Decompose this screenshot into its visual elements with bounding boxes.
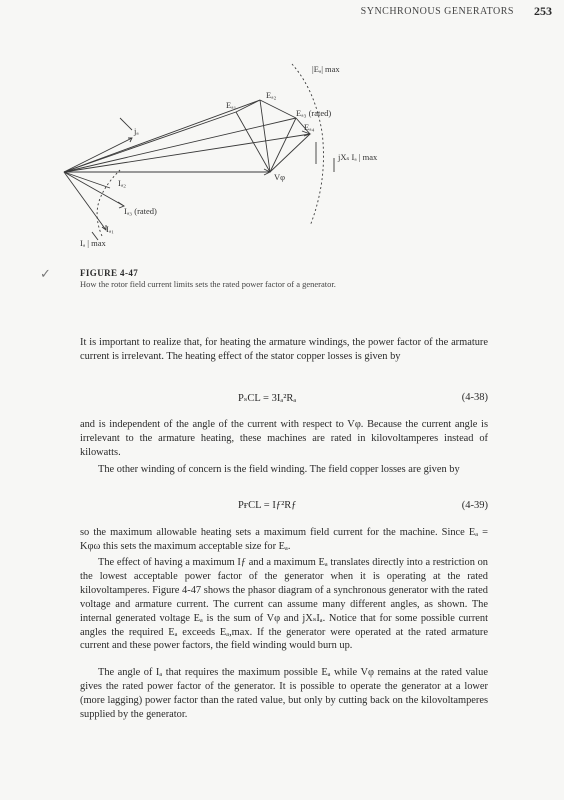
phasor-diagram bbox=[40, 30, 430, 270]
ea2-phasor bbox=[64, 100, 260, 172]
paragraph-6: The angle of Iₐ that requires the maximum possible Eₐ while Vφ remains at the rated value gives the rated power factor of the generator. It is possible to operate the generator at a lower (more lagging) power factor than the rated value, but only by cutting back on the kilovoltamperes supplied by the generator. bbox=[80, 667, 488, 720]
label-v-phi: Vφ bbox=[274, 172, 286, 182]
field-limit-arc bbox=[292, 64, 324, 226]
running-title: SYNCHRONOUS GENERATORS bbox=[360, 6, 514, 17]
label-ea4: Eₐ₄ bbox=[304, 122, 315, 132]
equation-4-38 bbox=[80, 392, 488, 406]
paragraph-1: It is important to realize that, for heating the armature windings, the power factor of the armature current is irrelevant. The heating effect of the stator copper losses is given by bbox=[80, 337, 488, 362]
margin-mark: ✓ bbox=[40, 266, 51, 281]
equation-formula: PғCL = Iƒ²Rƒ bbox=[238, 500, 297, 511]
label-ja: jₐ bbox=[134, 126, 139, 136]
label-jx-ia: jXₛ Iₐ | max bbox=[338, 152, 378, 162]
page-number: 253 bbox=[534, 4, 552, 18]
paragraph-4: so the maximum allowable heating sets a maximum field current for the machine. Since Eₐ = Kφω this sets the maximum acceptable size for Eₐ. bbox=[80, 527, 488, 552]
equation-4-39 bbox=[80, 500, 488, 514]
jx-ia3 bbox=[270, 118, 296, 172]
figure-caption: How the rotor field current limits sets the rated power factor of a generator. bbox=[80, 279, 336, 289]
label-ea3-rated: Eₐ₃ (rated) bbox=[296, 108, 332, 118]
paragraph-2: and is independent of the angle of the current with respect to Vφ. Because the current angle is irrelevant to the armature heating, these machines are rated in kilovoltamperes instead of kilowatts. bbox=[80, 419, 488, 458]
equation-formula: PₛCL = 3Iₐ²Rₐ bbox=[238, 393, 297, 404]
figure-caption-block bbox=[80, 268, 440, 289]
jx-ia2 bbox=[260, 100, 270, 172]
figure-number: FIGURE 4-47 bbox=[80, 268, 139, 278]
label-ia-max: Iₐ | max bbox=[80, 238, 106, 248]
label-ea1: Eₐ₁ bbox=[226, 100, 237, 110]
ea3-phasor bbox=[64, 118, 296, 172]
jx-ia1 bbox=[236, 112, 270, 172]
label-ea2: Eₐ₂ bbox=[266, 90, 277, 100]
equation-number: (4-38) bbox=[461, 392, 488, 403]
label-ia2: Iₐ₂ bbox=[118, 178, 127, 188]
paragraph-5: The effect of having a maximum Iƒ and a maximum Eₐ translates directly into a restriction on the lowest acceptable power factor of the generator when it is operating at the rated kilovoltamperes. Figure 4-47 shows the phasor diagram of a synchronous generator with the rated voltage and armature current. The current can assume many different angles, as shown. The internal generated voltage Eₐ is the sum of Vφ and jXₛIₐ. Notice that for some possible current angles the required Eₐ exceeds Eₐ,max. If the generator were operated at the rated armature current and these power factors, the field winding would burn up. bbox=[80, 557, 488, 652]
equation-number: (4-39) bbox=[461, 500, 488, 511]
paragraph-3: The other winding of concern is the field winding. The field copper losses are given by bbox=[98, 464, 460, 475]
label-ia-rated: Iₐ₃ (rated) bbox=[124, 206, 157, 216]
label-ia1: Iₐ₁ bbox=[106, 224, 115, 234]
ia-phasor-d bbox=[64, 172, 106, 230]
label-ea-max: |Eₐ| max bbox=[312, 64, 340, 74]
ia-phasor-b bbox=[64, 172, 110, 188]
ia-phasor-c bbox=[64, 172, 127, 206]
